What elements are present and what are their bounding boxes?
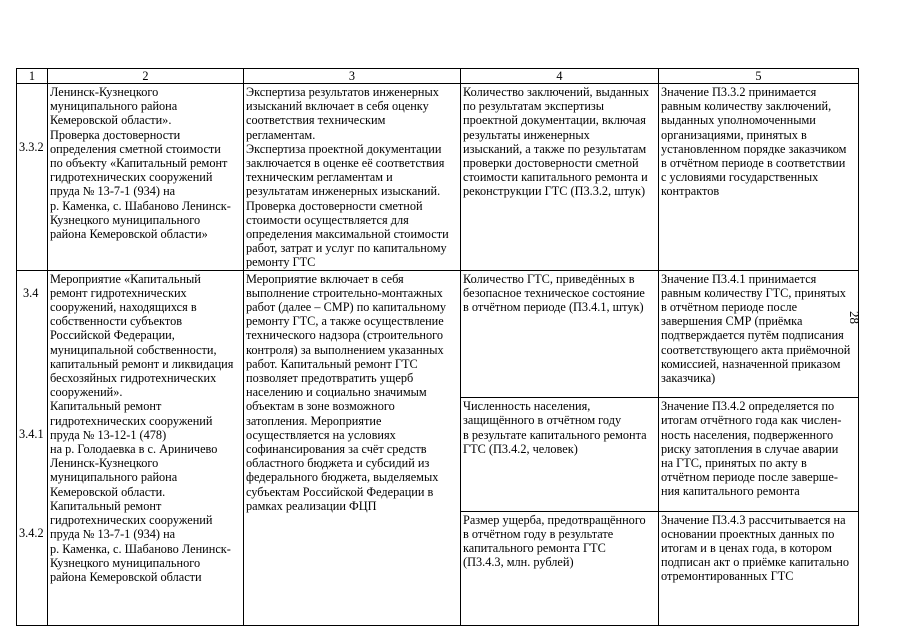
- activity-sub-2-text: Капитальный ремонт гидротехнических сооружений пруда № 13-7-1 (934) на р. Каменка, с. Шабаново Ленинск- Кузнецкого муниципального района Кемеровской области: [50, 498, 231, 584]
- table-row: [17, 84, 859, 271]
- activity-cell: [48, 270, 244, 625]
- activity-main-text: Мероприятие «Капитальный ремонт гидротехнических сооружений, находящихся в собственности субъектов Российской Федерации, муниципальной собственности, капитальный ремонт и ликвидация бесхозяйных гидротехнических сооружений».: [50, 271, 234, 400]
- header-cell: 5: [659, 69, 859, 84]
- row-number-cell: [17, 84, 48, 271]
- row-number: 3.4.1: [19, 426, 44, 441]
- description-cell: Экспертиза результатов инженерных изысканий включает в себя оценку соответствия техническим регламентам. Экспертиза проектной документации заключается в оценке её соответствия техническим регламентам и результатам инженерных изысканий. Проверка достоверности сметной стоимости осуществляется для определения максимальной стоимости работ, затрат и услуг по капитальному ремонту ГТС: [244, 84, 461, 271]
- header-cell: 3: [244, 69, 461, 84]
- page-number: 28: [847, 311, 862, 324]
- header-cell: 2: [48, 69, 244, 84]
- calculation-cell: Значение П3.3.2 принимается равным количеству заключений, выданных уполномоченными организациями, принятых в установленном порядке заказчиком в отчётном периоде в соответствии с условиями государственных контрактов: [659, 84, 859, 271]
- indicator-cell: Размер ущерба, предотвращённого в отчётном году в результате капитального ремонта ГТС (П3.4.3, млн. рублей): [461, 511, 659, 625]
- calculation-cell: Значение П3.4.2 определяется по итогам отчётного года как числен- ность населения, подверженного риску затопления в случае аварии на ГТС, принятых по акту в отчётном периоде после заверше- ния капитального ремонта: [659, 398, 859, 511]
- row-number: 3.3.2: [19, 140, 44, 155]
- row-number: 3.4.2: [19, 525, 44, 540]
- row-number-cell: [17, 270, 48, 625]
- indicator-cell: Численность населения, защищённого в отчётном году в результате капитального ремонта ГТС (П3.4.2, человек): [461, 398, 659, 511]
- indicator-cell: Количество ГТС, приведённых в безопасное техническое состояние в отчётном периоде (П3.4.1, штук): [461, 270, 659, 398]
- table-header-row: [17, 69, 859, 84]
- header-cell: 1: [17, 69, 48, 84]
- table-row: [17, 270, 859, 398]
- activity-sub-1-text: Капитальный ремонт гидротехнических сооружений пруда № 13-12-1 (478) на р. Голодаевка в с. Ариничево Ленинск-Кузнецкого муниципального района Кемеровской области.: [50, 399, 218, 499]
- description-cell: Мероприятие включает в себя выполнение строительно-монтажных работ (далее – СМР) по капитальному ремонту ГТС, а также осуществление технического надзора (строительного контроля) за выполнением указанных работ. Капитальный ремонт ГТС позволяет предотвратить ущерб населению и социально значимым объектам в зоне возможного затопления. Мероприятие осуществляется на условиях софинансирования за счёт средств областного бюджета и субсидий из федерального бюджета, выделяемых субъектам Российской Федерации в рамках реализации ФЦП: [244, 270, 461, 625]
- calculation-cell: Значение П3.4.1 принимается равным количеству ГТС, принятых в отчётном периоде после завершения СМР (приёмка подтверждается путём подписания соответствующего акта приёмочной комиссией, назначенной приказом заказчика): [659, 270, 859, 398]
- document-table: [16, 68, 859, 626]
- indicator-cell: Количество заключений, выданных по результатам экспертизы проектной документации, включая результаты инженерных изысканий, а также по результатам проверки достоверности сметной стоимости капитального ремонта и реконструкции ГТС (П3.3.2, штук): [461, 84, 659, 271]
- row-number: 3.4: [23, 285, 39, 300]
- header-cell: 4: [461, 69, 659, 84]
- calculation-cell: Значение П3.4.3 рассчитывается на основании проектных данных по итогам и в ценах года, в котором подписан акт о приёмке капитально отремонтированных ГТС: [659, 511, 859, 625]
- activity-cell: Ленинск-Кузнецкого муниципального района Кемеровской области». Проверка достоверности определения сметной стоимости по объекту «Капитальный ремонт гидротехнических сооружений пруда № 13-7-1 (934) на р. Каменка, с. Шабаново Ленинск- Кузнецкого муниципального района Кемеровской области»: [48, 84, 244, 271]
